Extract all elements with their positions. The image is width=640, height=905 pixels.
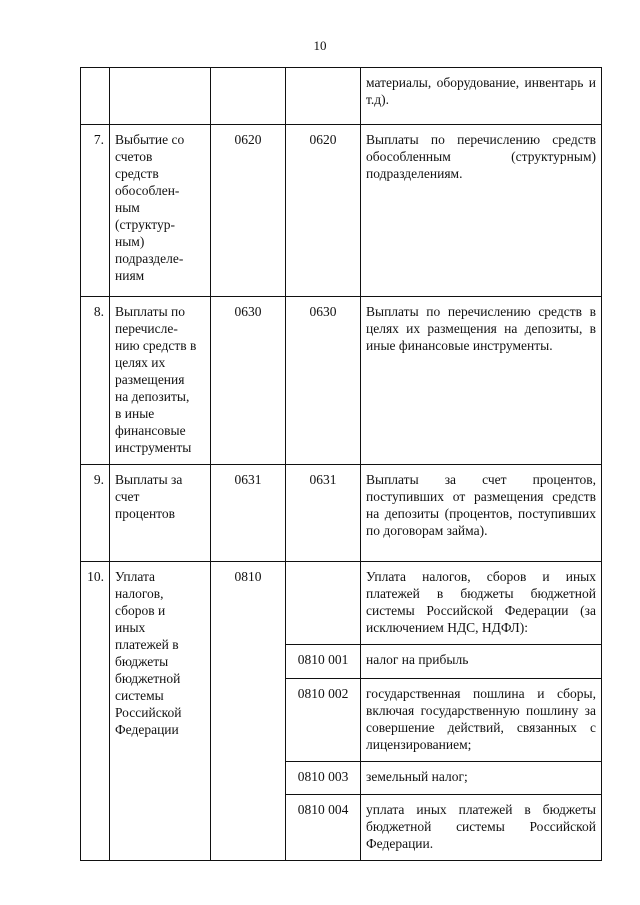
row-code: 0810	[211, 562, 286, 861]
row-description: Выплаты по перечислению средств обособленным (структурным) подразделениям.	[361, 125, 602, 297]
row-name: Выплаты по перечисле- нию средств в целях их размещения на депозиты, в иные финансовые инструменты	[110, 297, 211, 465]
payments-table	[80, 67, 602, 861]
row-number: 9.	[81, 465, 110, 562]
table-row	[81, 465, 602, 562]
row-subcode: 0631	[286, 465, 361, 562]
subrow-description: уплата иных платежей в бюджеты бюджетной системы Российской Федерации.	[361, 795, 602, 861]
row-number: 10.	[81, 562, 110, 861]
row-description: Выплаты по перечислению средств в целях их размещения на депозиты, в иные финансовые инструменты.	[361, 297, 602, 465]
subrow-description: государственная пошлина и сборы, включая государственную пошлину за совершение действий, связанных с лицензированием;	[361, 679, 602, 762]
row-subcode: 0630	[286, 297, 361, 465]
row-number	[81, 68, 110, 125]
subrow-code: 0810 002	[286, 679, 361, 762]
row-name: Уплата налогов, сборов и иных платежей в бюджеты бюджетной системы Российской Федерации	[110, 562, 211, 861]
table-row	[81, 68, 602, 125]
row-name: Выплаты за счет процентов	[110, 465, 211, 562]
table-row	[81, 297, 602, 465]
row-subcode: 0620	[286, 125, 361, 297]
row-number: 7.	[81, 125, 110, 297]
row-code: 0630	[211, 297, 286, 465]
page-number: 10	[313, 38, 327, 53]
row-code: 0620	[211, 125, 286, 297]
row-number: 8.	[81, 297, 110, 465]
row-name	[110, 68, 211, 125]
row-subcode	[286, 562, 361, 645]
row-description: Уплата налогов, сборов и иных платежей в бюджеты бюджетной системы Российской Федерации (за исключением НДС, НДФЛ):	[361, 562, 602, 645]
row-name: Выбытие со счетов средств обособлен- ным (структур- ным) подразделе- ниям	[110, 125, 211, 297]
subrow-description: налог на прибыль	[361, 645, 602, 679]
subrow-code: 0810 004	[286, 795, 361, 861]
row-description: Выплаты за счет процентов, поступивших от размещения средств на депозиты (процентов, поступивших по договорам займа).	[361, 465, 602, 562]
row-code	[211, 68, 286, 125]
table-row	[81, 125, 602, 297]
row-code: 0631	[211, 465, 286, 562]
subrow-code: 0810 003	[286, 762, 361, 795]
subrow-code: 0810 001	[286, 645, 361, 679]
row-description: материалы, оборудование, инвентарь и т.д).	[361, 68, 602, 125]
row-subcode	[286, 68, 361, 125]
subrow-description: земельный налог;	[361, 762, 602, 795]
table-row	[81, 562, 602, 645]
